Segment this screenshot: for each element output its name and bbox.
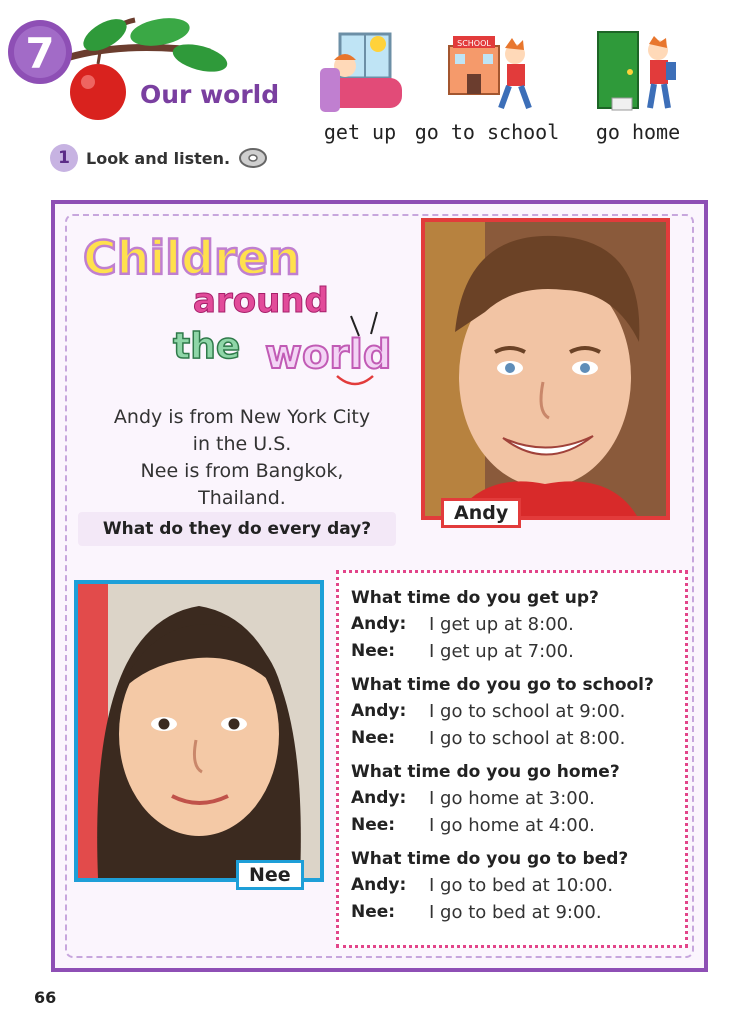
main-question: What do they do every day? <box>102 519 372 539</box>
qa-line <box>351 698 685 725</box>
qa-line <box>351 899 685 926</box>
vocab-label-go-home: go home <box>595 120 681 144</box>
answer-text: I go to school at 8:00. <box>429 728 626 749</box>
intro-line-3: Nee is from Bangkok, <box>140 460 344 482</box>
speaker-nee: Nee: <box>351 641 396 661</box>
qa-line <box>351 785 685 812</box>
title-art <box>75 220 415 400</box>
title-children: Children <box>83 231 301 285</box>
vocab-label-go-to-school: go to school <box>414 120 560 144</box>
home-door-icon <box>578 28 698 116</box>
andy-label: Andy <box>441 498 521 528</box>
dialogue-box <box>336 570 688 948</box>
qa-line <box>351 638 685 665</box>
nee-photo <box>74 580 324 882</box>
unit-number: 7 <box>25 29 55 78</box>
qa-group-get-up <box>351 585 685 665</box>
speaker-nee: Nee: <box>351 728 396 748</box>
title-the: the <box>173 326 241 367</box>
step-badge: 1 <box>50 144 78 172</box>
qa-line <box>351 872 685 899</box>
speaker-nee: Nee: <box>351 815 396 835</box>
school-icon <box>427 28 547 116</box>
unit-title: Our world <box>140 80 280 109</box>
answer-text: I go to school at 9:00. <box>429 701 626 722</box>
vocab-label-get-up: get up <box>323 120 397 144</box>
get-up-icon <box>300 28 420 116</box>
qa-question: What time do you go to school? <box>351 675 654 695</box>
answer-text: I get up at 8:00. <box>429 614 574 635</box>
speaker-andy: Andy: <box>351 875 407 895</box>
qa-line <box>351 611 685 638</box>
vocab-go-to-school <box>412 28 562 144</box>
qa-question: What time do you get up? <box>351 588 599 608</box>
question-box <box>78 512 396 546</box>
qa-group-go-to-bed <box>351 846 685 926</box>
svg-text:SCHOOL: SCHOOL <box>457 39 491 48</box>
unit-logo <box>0 0 300 140</box>
qa-group-go-to-school <box>351 672 685 752</box>
instruction <box>50 144 268 172</box>
speaker-nee: Nee: <box>351 902 396 922</box>
nee-portrait <box>78 584 320 878</box>
qa-line <box>351 812 685 839</box>
andy-portrait <box>425 222 666 516</box>
title-around: around <box>193 281 329 321</box>
answer-text: I go home at 3:00. <box>429 788 595 809</box>
page-number: 66 <box>34 988 57 1007</box>
answer-text: I go to bed at 10:00. <box>429 875 614 896</box>
answer-text: I go home at 4:00. <box>429 815 595 836</box>
answer-text: I get up at 7:00. <box>429 641 574 662</box>
andy-photo <box>421 218 670 520</box>
nee-label: Nee <box>236 860 304 890</box>
vocab-go-home <box>563 28 713 144</box>
intro-line-4: Thailand. <box>198 487 286 509</box>
qa-line <box>351 725 685 752</box>
speaker-andy: Andy: <box>351 701 407 721</box>
answer-text: I go to bed at 9:00. <box>429 902 602 923</box>
intro-line-1: Andy is from New York City <box>113 406 371 428</box>
intro-text <box>82 404 402 512</box>
speaker-andy: Andy: <box>351 788 407 808</box>
instruction-text: Look and listen. <box>86 148 231 168</box>
qa-question: What time do you go home? <box>351 762 620 782</box>
title-world: world <box>265 332 392 378</box>
cd-icon[interactable] <box>238 147 268 169</box>
qa-group-go-home <box>351 759 685 839</box>
speaker-andy: Andy: <box>351 614 407 634</box>
intro-line-2: in the U.S. <box>192 433 292 455</box>
qa-question: What time do you go to bed? <box>351 849 629 869</box>
